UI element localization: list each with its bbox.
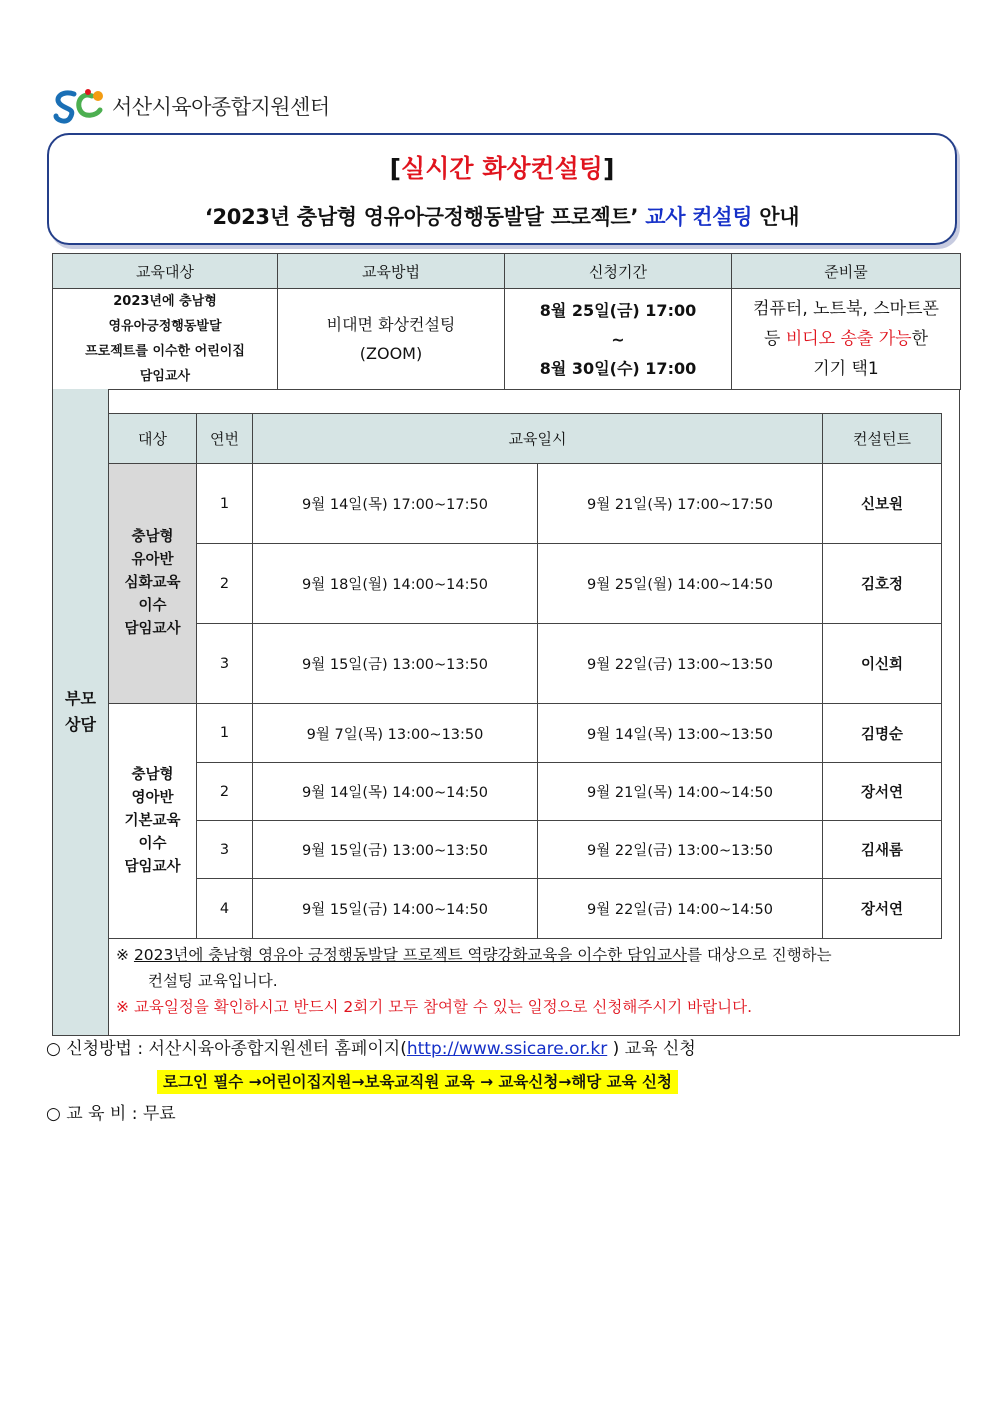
apply-method bbox=[46, 1036, 696, 1062]
session-date-1: 9월 14일(목) 17:00~17:50 bbox=[253, 464, 538, 544]
title-bracket-close: ] bbox=[602, 154, 615, 183]
supplies-line: 기기 택1 bbox=[813, 359, 879, 379]
side-label bbox=[53, 389, 109, 1035]
session-date-1: 9월 14일(목) 14:00~14:50 bbox=[253, 763, 538, 821]
supplies-line: 컴퓨터, 노트북, 스마트폰 bbox=[753, 299, 939, 319]
group-name-line: 담임교사 bbox=[124, 621, 181, 637]
row-num: 3 bbox=[197, 821, 253, 879]
period-cell bbox=[505, 289, 732, 390]
schedule-table bbox=[108, 413, 942, 939]
group-name-line: 심화교육 bbox=[124, 575, 181, 591]
title-main: 실시간 화상컨설팅 bbox=[401, 154, 603, 183]
note-mark: ※ bbox=[116, 946, 129, 964]
apply-route: 로그인 필수 →어린이집지원→보육교직원 교육 → 교육신청→해당 교육 신청 bbox=[157, 1070, 678, 1094]
period-start: 8월 25일(금) 17:00 bbox=[539, 300, 697, 320]
apply-label: 신청방법 : 서산시육아종합지원센터 홈페이지( bbox=[66, 1039, 407, 1059]
session-date-2: 9월 21일(목) 17:00~17:50 bbox=[538, 464, 823, 544]
consultant-name: 김새롬 bbox=[823, 821, 942, 879]
session-date-2: 9월 22일(금) 13:00~13:50 bbox=[538, 821, 823, 879]
table-row bbox=[109, 763, 942, 821]
side-label-line: 상담 bbox=[65, 715, 96, 734]
side-label-line: 부모 bbox=[65, 689, 96, 708]
target-line: 2023년에 충남형 bbox=[113, 294, 217, 309]
group-name-line: 이수 bbox=[138, 598, 167, 614]
row-num: 3 bbox=[197, 624, 253, 704]
logo-text: 서산시육아종합지원센터 bbox=[112, 95, 330, 119]
session-date-2: 9월 22일(금) 14:00~14:50 bbox=[538, 879, 823, 939]
method-line: 비대면 화상컨설팅 bbox=[326, 315, 456, 334]
table-row bbox=[109, 544, 942, 624]
table-row bbox=[109, 879, 942, 939]
session-date-2: 9월 14일(목) 13:00~13:50 bbox=[538, 704, 823, 763]
period-sep: ~ bbox=[611, 329, 625, 349]
note-1-underlined: 2023년에 충남형 영유아 긍정행동발달 프로젝트 역량강화교육을 이수한 담임교사 bbox=[133, 946, 688, 964]
session-date-2: 9월 22일(금) 13:00~13:50 bbox=[538, 624, 823, 704]
session-date-2: 9월 25일(월) 14:00~14:50 bbox=[538, 544, 823, 624]
group-name-line: 기본교육 bbox=[124, 812, 181, 829]
group-name-line: 담임교사 bbox=[124, 858, 181, 875]
fee-line bbox=[46, 1101, 176, 1127]
consultant-name: 신보원 bbox=[823, 464, 942, 544]
group-name-line: 충남형 bbox=[131, 766, 174, 783]
target-cell bbox=[53, 289, 278, 390]
supplies-video: 비디오 송출 가능 bbox=[785, 329, 912, 349]
title-bracket-open: [ bbox=[389, 154, 402, 183]
table-row bbox=[109, 704, 942, 763]
title-teacher-consulting: 교사 컨설팅 bbox=[645, 205, 753, 229]
consultant-name: 김명순 bbox=[823, 704, 942, 763]
apply-suffix: ) 교육 신청 bbox=[612, 1039, 696, 1059]
sched-header-target: 대상 bbox=[109, 414, 197, 464]
sched-header-num: 연번 bbox=[197, 414, 253, 464]
session-date-1: 9월 15일(금) 13:00~13:50 bbox=[253, 624, 538, 704]
note-1 bbox=[116, 942, 952, 968]
supplies-pre: 등 bbox=[763, 329, 781, 349]
supplies-line bbox=[732, 324, 960, 354]
consultant-name: 장서연 bbox=[823, 763, 942, 821]
session-date-1: 9월 7일(목) 13:00~13:50 bbox=[253, 704, 538, 763]
header-supplies: 준비물 bbox=[732, 254, 961, 289]
info-table bbox=[52, 253, 961, 390]
session-date-1: 9월 18일(월) 14:00~14:50 bbox=[253, 544, 538, 624]
note-2-text: 교육일정을 확인하시고 반드시 2회기 모두 참여할 수 있는 일정으로 신청해주시기 바랍니다. bbox=[133, 998, 752, 1016]
session-date-1: 9월 15일(금) 14:00~14:50 bbox=[253, 879, 538, 939]
table-row bbox=[109, 464, 942, 544]
homepage-link[interactable]: http://www.ssicare.or.kr bbox=[406, 1039, 608, 1059]
target-line: 영유아긍정행동발달 bbox=[108, 319, 222, 334]
row-num: 1 bbox=[197, 464, 253, 544]
header-target: 교육대상 bbox=[53, 254, 278, 289]
sched-header-consultant: 컨설턴트 bbox=[823, 414, 942, 464]
table-row bbox=[109, 821, 942, 879]
row-num: 2 bbox=[197, 544, 253, 624]
header-method: 교육방법 bbox=[278, 254, 505, 289]
supplies-cell bbox=[732, 289, 961, 390]
group-name-toddler-basic bbox=[109, 704, 197, 939]
notes bbox=[116, 942, 952, 1020]
title-line1 bbox=[49, 149, 955, 185]
consultant-name: 김호정 bbox=[823, 544, 942, 624]
target-line: 프로젝트를 이수한 어린이집 bbox=[85, 344, 245, 359]
group-name-line: 충남형 bbox=[131, 529, 174, 545]
method-cell bbox=[278, 289, 505, 390]
title-guide: 안내 bbox=[759, 205, 800, 229]
title-box bbox=[47, 133, 957, 245]
consultant-name: 이신희 bbox=[823, 624, 942, 704]
row-num: 2 bbox=[197, 763, 253, 821]
fee-text: 교 육 비 : 무료 bbox=[66, 1104, 176, 1124]
sched-header-date: 교육일시 bbox=[253, 414, 823, 464]
group-name-infant-advanced bbox=[109, 464, 197, 704]
supplies-post: 한 bbox=[911, 329, 929, 349]
group-name-line: 영아반 bbox=[131, 789, 174, 806]
session-date-2: 9월 21일(목) 14:00~14:50 bbox=[538, 763, 823, 821]
group-name-line: 이수 bbox=[138, 835, 167, 852]
period-end: 8월 30일(수) 17:00 bbox=[539, 358, 697, 378]
group-name-line: 유아반 bbox=[131, 552, 174, 568]
note-1-rest: 를 대상으로 진행하는 bbox=[687, 946, 832, 964]
note-2 bbox=[116, 994, 952, 1020]
circle-bullet-icon: ○ bbox=[46, 1039, 61, 1059]
center-logo bbox=[52, 88, 330, 124]
table-row bbox=[109, 624, 942, 704]
title-line2 bbox=[49, 201, 955, 231]
row-num: 4 bbox=[197, 879, 253, 939]
session-date-1: 9월 15일(금) 13:00~13:50 bbox=[253, 821, 538, 879]
row-num: 1 bbox=[197, 704, 253, 763]
circle-bullet-icon: ○ bbox=[46, 1104, 61, 1124]
note-mark: ※ bbox=[116, 998, 129, 1016]
method-line: (ZOOM) bbox=[359, 344, 423, 363]
target-line: 담임교사 bbox=[139, 369, 191, 384]
title-project: ‘2023년 충남형 영유아긍정행동발달 프로젝트’ bbox=[204, 205, 639, 229]
consultant-name: 장서연 bbox=[823, 879, 942, 939]
logo-mark-icon bbox=[52, 88, 108, 124]
header-period: 신청기간 bbox=[505, 254, 732, 289]
note-1-cont: 컨설팅 교육입니다. bbox=[148, 972, 278, 990]
